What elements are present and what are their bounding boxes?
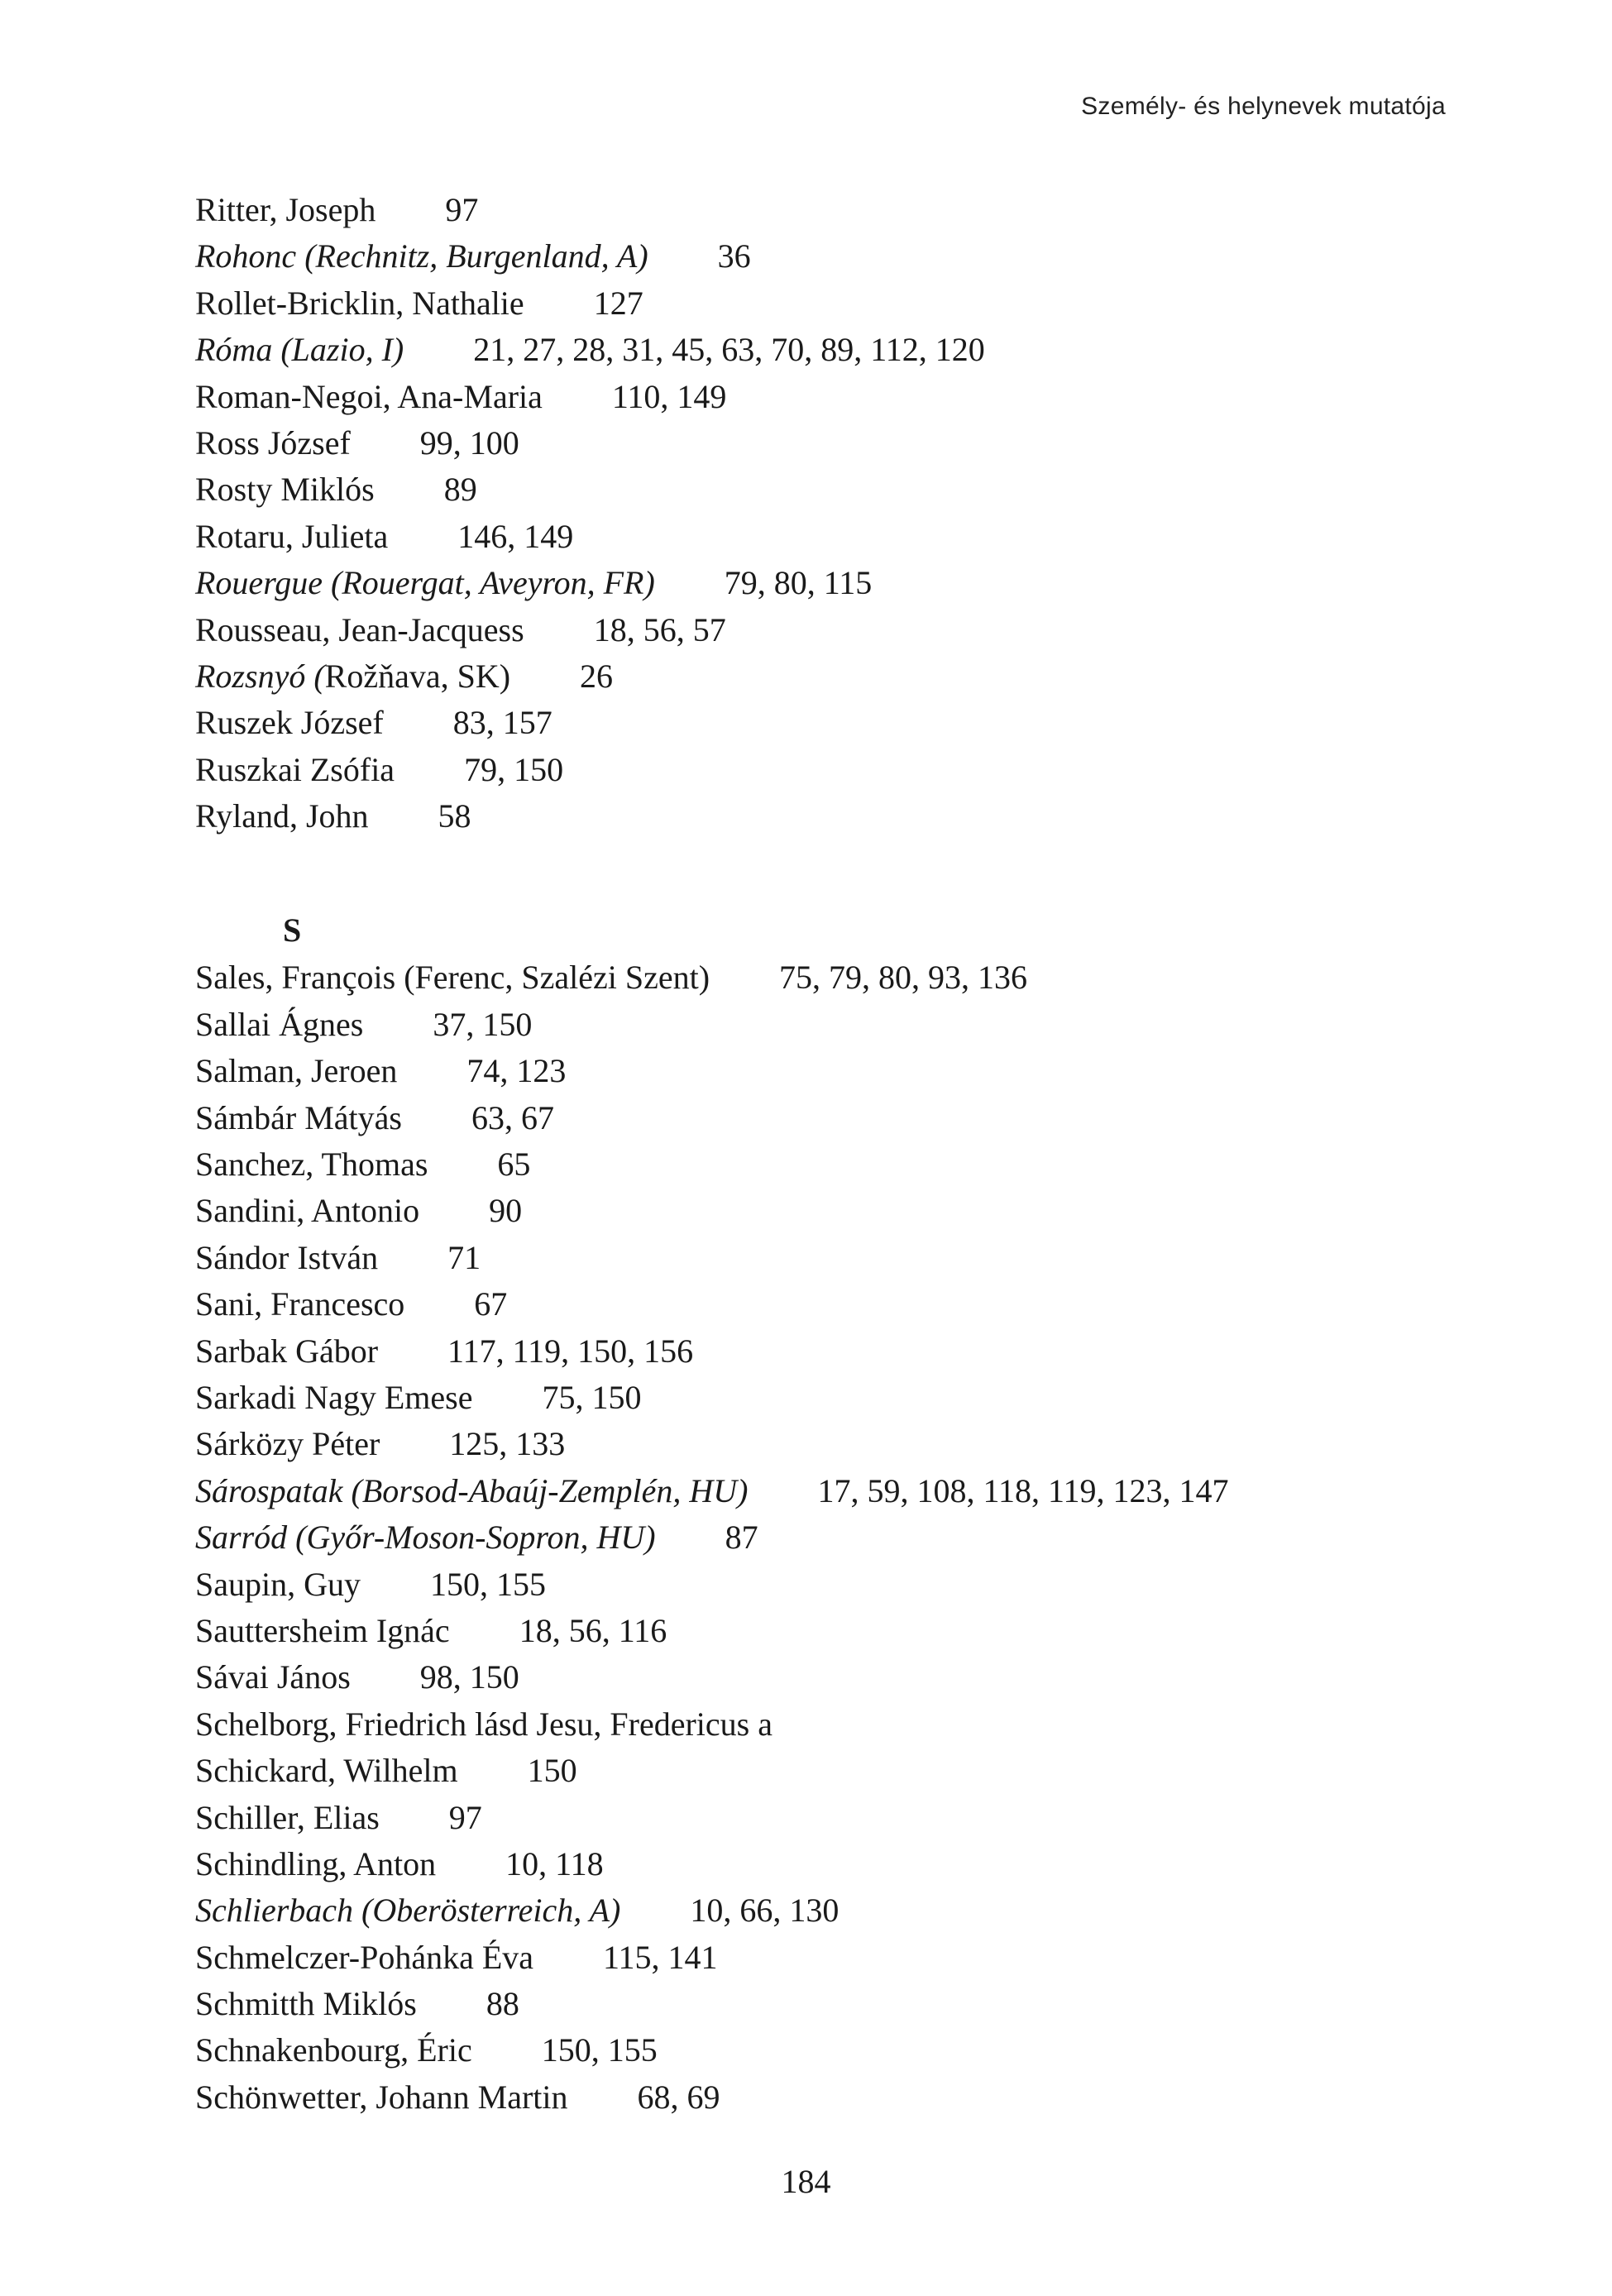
section-letter-heading: S — [283, 911, 302, 949]
entry-name: Ruszkai Zsófia — [195, 750, 395, 788]
index-entry — [195, 1981, 1485, 2027]
entry-name: Rosty Miklós — [195, 471, 375, 509]
index-entry — [195, 1281, 1485, 1327]
entry-pages: 37, 150 — [433, 1005, 533, 1043]
entry-name: Sauttersheim Ignác — [195, 1611, 450, 1649]
index-entry — [195, 1654, 1485, 1700]
entry-pages: 117, 119, 150, 156 — [447, 1332, 694, 1370]
index-entry — [195, 607, 1485, 653]
index-entry — [195, 1002, 1485, 1048]
index-entry — [195, 1795, 1485, 1841]
entry-pages: 67 — [474, 1285, 508, 1323]
entry-name: Róma (Lazio, I) — [195, 331, 404, 369]
entry-name: Sándor István — [195, 1238, 379, 1276]
entry-name: Sámbár Mátyás — [195, 1098, 402, 1136]
entry-name: Rotaru, Julieta — [195, 517, 389, 555]
entry-name: Ross József — [195, 423, 351, 462]
entry-name: Rousseau, Jean-Jacquess — [195, 610, 524, 648]
entry-pages: 18, 56, 116 — [519, 1611, 667, 1649]
entry-pages: 110, 149 — [611, 377, 727, 415]
entry-name: Saupin, Guy — [195, 1565, 361, 1603]
entry-name: Sávai János — [195, 1658, 351, 1696]
entry-name: Roman-Negoi, Ana-Maria — [195, 377, 543, 415]
entry-name: Sallai Ágnes — [195, 1005, 364, 1043]
entry-pages: 115, 141 — [603, 1938, 718, 1976]
entry-pages: 79, 80, 115 — [724, 564, 873, 602]
entry-pages: 89 — [443, 471, 477, 509]
entry-name: Sarkadi Nagy Emese — [195, 1378, 473, 1416]
entry-pages: 127 — [593, 284, 643, 322]
entry-name: Sani, Francesco — [195, 1285, 405, 1323]
index-entry — [195, 280, 1485, 327]
entry-pages: 99, 100 — [419, 423, 519, 462]
entry-name: Schickard, Wilhelm — [195, 1752, 458, 1790]
index-entry — [195, 1841, 1485, 1887]
entry-name: Sanchez, Thomas — [195, 1146, 428, 1184]
entry-pages: 10, 118 — [505, 1844, 604, 1882]
entry-pages: 150 — [527, 1752, 577, 1790]
entry-pages: 36 — [717, 237, 751, 275]
entry-name: Sárközy Péter — [195, 1425, 380, 1463]
entry-pages: 18, 56, 57 — [593, 610, 726, 648]
index-entry — [195, 1235, 1485, 1281]
entry-pages: 87 — [725, 1519, 758, 1557]
entry-pages: 17, 59, 108, 118, 119, 123, 147 — [817, 1471, 1229, 1509]
index-entry-place — [195, 327, 1485, 373]
entry-pages: 97 — [445, 191, 479, 228]
index-entry-place — [195, 560, 1485, 606]
index-entry-place — [195, 1468, 1485, 1514]
entry-pages: 125, 133 — [449, 1425, 566, 1463]
index-entry-place — [195, 1887, 1485, 1934]
index-entry — [195, 1328, 1485, 1375]
entry-pages: 68, 69 — [637, 2078, 720, 2116]
entry-pages: 83, 157 — [452, 704, 552, 742]
entry-name: Sarbak Gábor — [195, 1332, 379, 1370]
index-entry — [195, 1095, 1485, 1141]
index-entry — [195, 1748, 1485, 1794]
entry-pages: 75, 79, 80, 93, 136 — [779, 959, 1028, 997]
entry-pages: 26 — [580, 657, 614, 695]
entry-name: Ritter, Joseph — [195, 191, 376, 228]
entry-pages: 10, 66, 130 — [690, 1892, 839, 1930]
entry-name-mixed — [195, 658, 510, 695]
index-entry — [195, 420, 1485, 466]
running-head: Személy- és helynevek mutatója — [1081, 93, 1446, 120]
entry-pages: 65 — [497, 1146, 531, 1184]
entry-name: Sandini, Antonio — [195, 1192, 420, 1230]
entry-name: Schönwetter, Johann Martin — [195, 2078, 568, 2116]
entry-name-roman-part: Rožňava, SK) — [324, 657, 511, 695]
entry-name-italic-part: Rozsnyó ( — [195, 657, 325, 695]
entry-pages: 79, 150 — [464, 750, 564, 788]
index-entry-place — [195, 653, 1485, 700]
entry-pages: 88 — [486, 1985, 519, 2023]
index-entry — [195, 374, 1485, 420]
entry-pages: 74, 123 — [466, 1052, 567, 1090]
entry-name: Sales, François (Ferenc, Szalézi Szent) — [195, 959, 710, 997]
entry-name: Ruszek József — [195, 704, 384, 742]
entry-pages: 58 — [438, 797, 471, 835]
index-entry — [195, 1562, 1485, 1608]
entry-name: Schelborg, Friedrich lásd Jesu, Fredericus a — [195, 1705, 773, 1743]
entry-name: Sarród (Győr-Moson-Sopron, HU) — [195, 1519, 656, 1557]
index-entry — [195, 1188, 1485, 1234]
entry-pages: 75, 150 — [542, 1378, 642, 1416]
index-entry — [195, 747, 1485, 793]
entry-name: Ryland, John — [195, 797, 369, 835]
entry-name: Rohonc (Rechnitz, Burgenland, A) — [195, 237, 648, 275]
index-entry — [195, 466, 1485, 513]
index-entry — [195, 954, 1485, 1001]
page-number: 184 — [781, 2163, 831, 2200]
entry-pages: 63, 67 — [471, 1098, 554, 1136]
entry-name: Salman, Jeroen — [195, 1052, 398, 1090]
entry-name: Schmitth Miklós — [195, 1985, 417, 2023]
index-entry — [195, 1048, 1485, 1094]
entry-pages: 146, 149 — [457, 517, 574, 555]
index-entry — [195, 700, 1485, 746]
entry-pages: 90 — [489, 1192, 523, 1230]
index-list — [195, 187, 1485, 2121]
entry-pages: 97 — [448, 1798, 482, 1836]
index-entry — [195, 1141, 1485, 1188]
entry-pages: 71 — [447, 1238, 481, 1276]
index-entry — [195, 514, 1485, 560]
entry-pages: 150, 155 — [541, 2031, 658, 2069]
index-entry — [195, 793, 1485, 839]
section-gap — [195, 839, 1485, 906]
entry-name: Schindling, Anton — [195, 1844, 437, 1882]
index-entry-crossref — [195, 1701, 1485, 1748]
index-entry — [195, 187, 1485, 233]
entry-name: Schmelczer-Pohánka Éva — [195, 1938, 534, 1976]
index-entry — [195, 2027, 1485, 2074]
entry-name: Schlierbach (Oberösterreich, A) — [195, 1892, 621, 1930]
entry-name: Rollet-Bricklin, Nathalie — [195, 284, 524, 322]
entry-name: Sárospatak (Borsod-Abaúj-Zemplén, HU) — [195, 1471, 749, 1509]
index-entry — [195, 1935, 1485, 1981]
entry-name: Schiller, Elias — [195, 1798, 380, 1836]
entry-pages: 21, 27, 28, 31, 45, 63, 70, 89, 112, 120 — [473, 331, 985, 369]
index-entry — [195, 1608, 1485, 1654]
index-entry-place — [195, 233, 1485, 280]
index-entry — [195, 1421, 1485, 1467]
entry-pages: 150, 155 — [430, 1565, 546, 1603]
entry-name: Rouergue (Rouergat, Aveyron, FR) — [195, 564, 655, 602]
entry-name: Schnakenbourg, Éric — [195, 2031, 472, 2069]
entry-pages: 98, 150 — [419, 1658, 519, 1696]
index-entry-place — [195, 1514, 1485, 1561]
index-entry — [195, 1375, 1485, 1421]
index-entry — [195, 2074, 1485, 2121]
